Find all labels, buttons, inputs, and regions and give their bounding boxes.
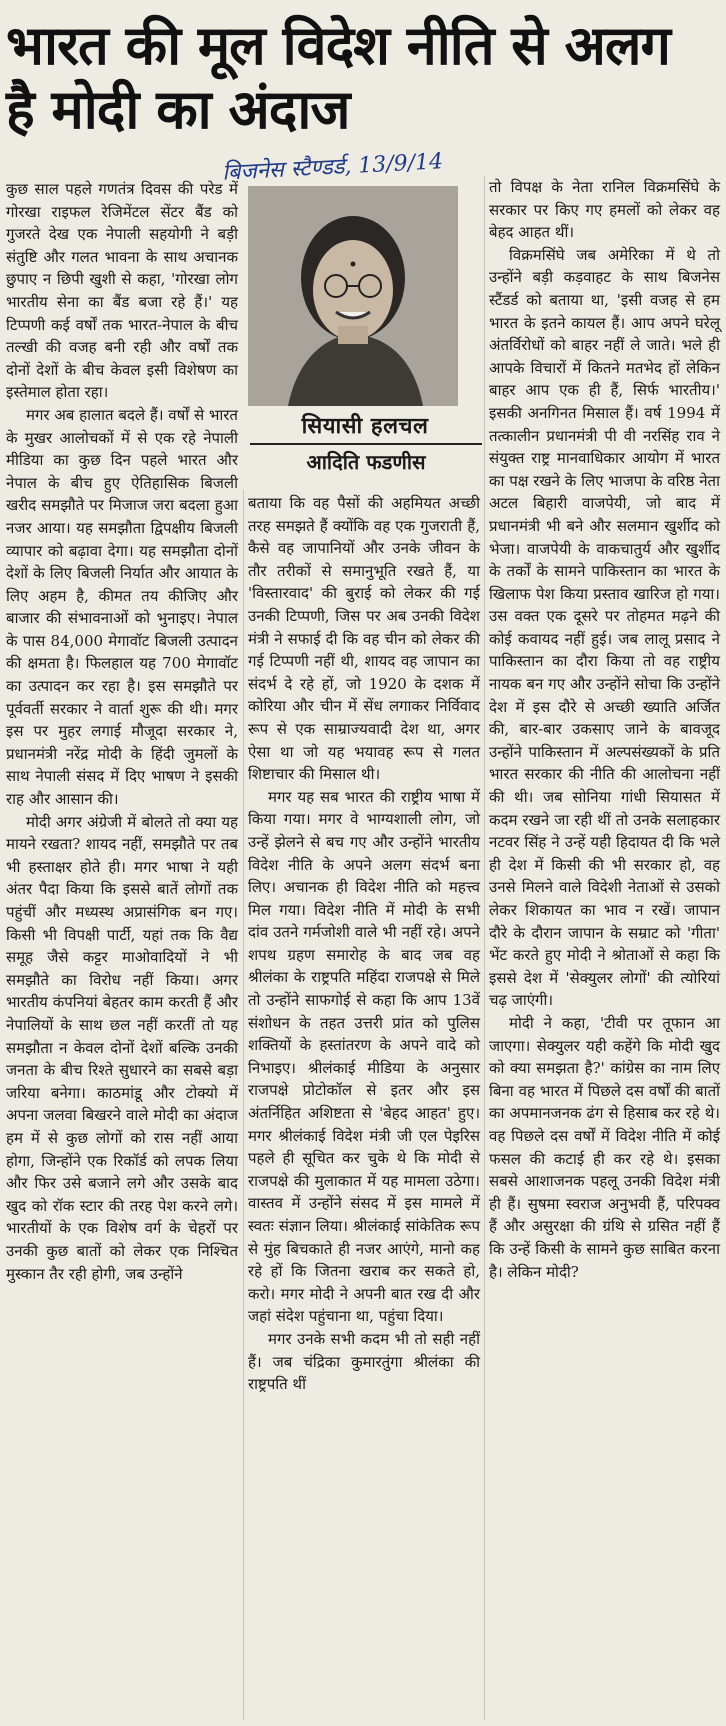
headline: भारत की मूल विदेश नीति से अलग है मोदी का अंदाज bbox=[6, 14, 670, 141]
paragraph: मोदी ने कहा, 'टीवी पर तूफान आ जाएगा। सेक्युलर यही कहेंगे कि मोदी खुद को क्या समझता है?' कांग्रेस का नाम लिए बिना वह भारत में पिछले दस वर्षों की बातों का अपमानजनक ढंग से हिसाब कर रहे थे। वह पिछले दस वर्षों में विदेश नीति में कोई फसल की कटाई ही कर रहे थे। इसका सबसे आशाजनक पहलू उनकी विदेश मंत्री ही हैं। सुषमा स्वराज अनुभवी हैं, परिपक्व हैं और असुरक्षा की ग्रंथि से ग्रसित नहीं हैं कि उन्हें किसी के सामने कुछ साबित करना है। लेकिन मोदी? bbox=[489, 1013, 720, 1281]
article-column-2 bbox=[248, 492, 480, 1396]
column-divider bbox=[243, 490, 244, 1720]
column-name: सियासी हलचल bbox=[301, 414, 429, 439]
paragraph: बताया कि वह पैसों की अहमियत अच्छी तरह समझते हैं क्योंकि वह एक गुजराती हैं, कैसे वह जापानियों और उनके जीवन के तौर तरीकों से समानुभूति रखते हैं, या 'विस्तारवाद' की बुराई को लेकर की गई उनकी टिप्पणी, जिस पर अब उनकी विदेश मंत्री ने सफाई दी कि वह चीन को लेकर की गई टिप्पणी नहीं थी, शायद वह जापान का संदर्भ दे रहे हों, जो 1920 के दशक में कोरिया और चीन में सेंध लगाकर निर्विवाद रूप से एक साम्राज्यवादी देश था, अगर ऐसा था जो यह भयावह रूप से गलत शिष्टाचार की मिसाल थी। bbox=[248, 494, 480, 784]
author-byline: आदिति फडणीस bbox=[306, 450, 426, 474]
paragraph: मगर उनके सभी कदम भी तो सही नहीं हैं। जब चंद्रिका कुमारतुंगा श्रीलंका की राष्ट्रपति थीं bbox=[248, 1329, 480, 1394]
paragraph: विक्रमसिंघे जब अमेरिका में थे तो उन्होंने बड़ी कड़वाहट के साथ बिजनेस स्टैंडर्ड को बताया था, 'इसी वजह से हम भारत के इतने कायल हैं। आप अपने घरेलू अंतर्विरोधों को बाहर नहीं ले जाते। भले ही आपके विचारों में कितने मतभेद हों लेकिन बाहर आप एक ही हैं, सिर्फ भारतीय।' इसकी अनगिनत मिसाल हैं। वर्ष 1994 में तत्कालीन प्रधानमंत्री पी वी नरसिंह राव ने संयुक्त राष्ट्र मानवाधिकार आयोग में भारत का पक्ष रखने के लिए भाजपा के वरिष्ठ नेता अटल बिहारी वाजपेयी, जो बाद में प्रधानमंत्री भी बने और सलमान खुर्शीद को भेजा। वाजपेयी के वाकचातुर्य और खुर्शीद के तर्कों के सामने पाकिस्तान का भारत के खिलाफ पेश किया प्रस्ताव खारिज हो गया। उस वक्त एक दूसरे पर तोहमत मढ़ने की कोई कवायद नहीं हुई। जब लालू प्रसाद ने पाकिस्तान का दौरा किया तो वह राष्ट्रीय नायक बन गए और उन्होंने सोचा कि उन्होंने देश में इस दौरे से अच्छी ख्याति अर्जित की, बार-बार उकसाए जाने के बावजूद उन्होंने पाकिस्तान में अल्पसंख्यकों के प्रति भारत सरकार की नीति की आलोचना नहीं की थी। जब सोनिया गांधी सियासत में कदम रखने जा रही थीं तो उनके सलाहकार नटवर सिंह ने उन्हें यही हिदायत दी कि भले ही देश में किसी की भी सरकार हो, वह उनसे मिलने वाले विदेशी नेताओं से उसको लेकर शिकायत का भाव न रखें। जापान दौरे के दौरान जापान के सम्राट को 'गीता' भेंट करते हुए मोदी ने श्रोताओं से कहा कि इससे देश में 'सेक्युलर लोगों' की त्योरियां चढ़ जाएंगी। bbox=[489, 245, 720, 1010]
divider bbox=[250, 443, 482, 445]
article-column-1 bbox=[6, 178, 238, 1285]
handwritten-source-note: बिजनेस स्टैण्डर्ड, 13/9/14 bbox=[221, 149, 444, 186]
paragraph: मोदी अगर अंग्रेजी में बोलते तो क्या यह मायने रखता? शायद नहीं, समझौते पर तब भी हस्ताक्षर होते ही। मगर भाषा ने यही अंतर पैदा किया कि इससे बातें लोगों तक पहुंचीं और मध्यस्थ अप्रासंगिक बन गए। किसी भी विपक्षी पार्टी, यहां तक कि वैद्य समूह जैसे कट्टर माओवादियों ने भी समझौते का विरोध नहीं किया। अगर भारतीय कंपनियां बेहतर काम करती हैं और नेपालियों के साथ छल नहीं करतीं तो यह समझौता न केवल दोनों देशों बल्कि उनकी जनता के बीच रिश्ते सुधारने का सबसे बड़ा जरिया बनेगा। काठमांडू और टोक्यो में अपना जलवा बिखरने वाले मोदी का अंदाज हम में से कुछ लोगों को रास नहीं आया होगा, जिन्होंने एक रिकॉर्ड को लपक लिया और फिर उसे बजाने लगे और उसके बाद खुद को रॉक स्टार की तरह पेश करने लगे। भारतीयों के एक विशेष वर्ग के चेहरों पर उनकी कुछ बातों को लेकर एक निश्चित मुस्कान तैर रही होगी, जब उन्होंने bbox=[6, 812, 238, 1283]
article-column-3 bbox=[489, 176, 720, 1283]
paragraph: कुछ साल पहले गणतंत्र दिवस की परेड में गोरखा राइफल रेजिमेंटल सेंटर बैंड को गुजरते देख एक नेपाली सहयोगी ने बड़ी संतुष्टि और गलत भावना के साथ अचानक छुपाए न छिपी खुशी से कहा, 'गोरखा लोग भारतीय सेना का बैंड बजा रहे हैं।' यह टिप्पणी कई वर्षों तक भारत-नेपाल के बीच तल्खी की वजह बनी रही और वर्षों तक दोनों देशों के बीच केवल इसी विशेषण का इस्तेमाल होता रहा। bbox=[6, 180, 238, 402]
column-divider bbox=[484, 176, 485, 1720]
paragraph: तो विपक्ष के नेता रानिल विक्रमसिंघे के सरकार पर किए गए हमलों को लेकर वह बेहद आहत थीं। bbox=[489, 178, 720, 242]
columnist-portrait-icon bbox=[248, 186, 458, 406]
paragraph: मगर अब हालात बदले हैं। वर्षों से भारत के मुखर आलोचकों में से एक रहे नेपाली मीडिया का कुछ दिन पहले भारत और नेपाल के बीच हुए ऐतिहासिक बिजली खरीद समझौते पर मिजाज जरा बदला हुआ नजर आया। यह समझौता द्विपक्षीय बिजली व्यापार को बढ़ावा देगा। यह समझौता दोनों देशों के लिए बिजली निर्यात और आयात के लिए अहम है, कीमत तय कीजिए और बाजार की संभावनाओं को भुनाइए। नेपाल के पास 84,000 मेगावॉट बिजली उत्पादन की क्षमता है। फिलहाल यह 700 मेगावॉट का उत्पादन कर रहा है। इस समझौते पर पूर्ववर्ती सरकार ने वार्ता शुरू की थी। मगर इस पर मुहर लगाई मौजूदा सरकार ने, प्रधानमंत्री नरेंद्र मोदी के हिंदी जुमलों के साथ नेपाली संसद में दिए भाषण ने इसकी राह और आसान की। bbox=[6, 405, 238, 809]
columnist-photo bbox=[248, 186, 458, 406]
paragraph: मगर यह सब भारत की राष्ट्रीय भाषा में किया गया। मगर वे भाग्यशाली लोग, जो उन्हें झेलने से बच गए और उन्होंने भारतीय विदेश नीति के अपने अलग संदर्भ बना लिए। अचानक ही विदेश नीति को महत्त्व मिल गया। विदेश नीति में मोदी के सभी दांव उतने गर्मजोशी वाले भी नहीं रहे। अपने शपथ ग्रहण समारोह के बाद जब वह श्रीलंका के राष्ट्रपति महिंदा राजपक्षे से मिले तो उन्होंने साफगोई से कहा कि आप 13वें संशोधन के तहत उत्तरी प्रांत को पुलिस शक्तियों के हस्तांतरण के अपने वादे को निभाइए। श्रीलंकाई मीडिया के अनुसार राजपक्षे प्रोटोकॉल से इतर और इस अंतर्निहित अशिष्टता से 'बेहद आहत' हुए। मगर श्रीलंकाई विदेश मंत्री जी एल पेइरिस पहले ही सूचित कर चुके थे कि मोदी से राजपक्षे की मुलाकात में यह मामला उठेगा। वास्तव में उन्होंने संसद में इस मामले में स्वतः संज्ञान लिया। श्रीलंकाई सांकेतिक रूप से मुंह बिचकाते ही नजर आएंगे, मानो कह रहे हों कि जितना खराब कर सकते हो, करो। मगर मोदी ने अपनी बात रख दी और जहां संदेश पहुंचाना था, पहुंचा दिया। bbox=[248, 787, 480, 1326]
